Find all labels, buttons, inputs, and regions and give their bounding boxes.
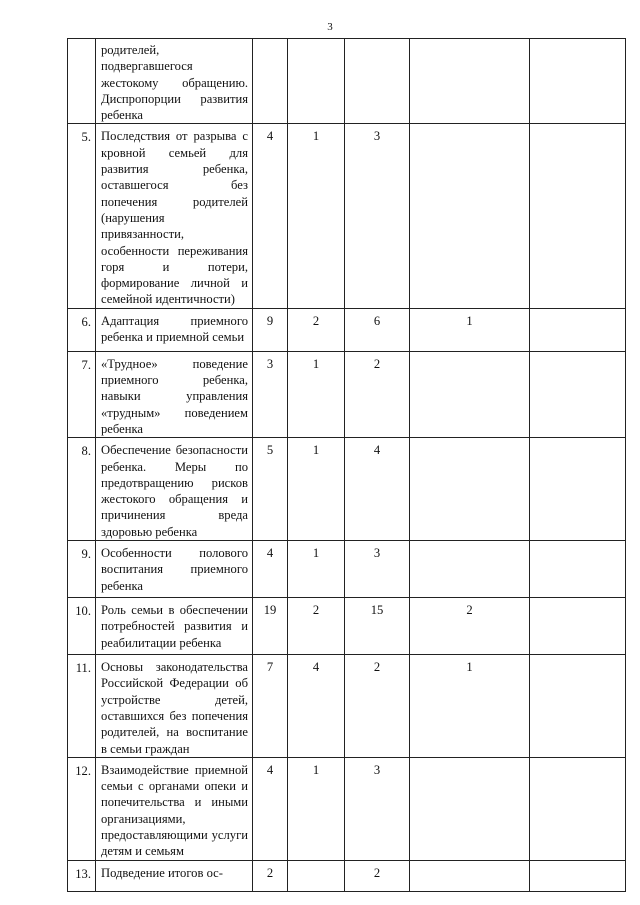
cell-lectures [288,860,345,891]
cell-lectures: 1 [288,757,345,860]
cell-topic: Подведение итогов ос- [96,860,253,891]
cell-practice [345,39,410,124]
cell-extra [530,860,626,891]
cell-extra [530,39,626,124]
cell-individual: 1 [410,655,530,758]
cell-total: 19 [253,598,288,655]
cell-num: 10. [68,598,96,655]
cell-topic: родителей, подвергавшегося жестокому обращению. Диспропорции развития ребенка [96,39,253,124]
cell-individual [410,438,530,541]
cell-practice: 6 [345,308,410,351]
cell-extra [530,598,626,655]
cell-num: 12. [68,757,96,860]
cell-topic: «Трудное» поведение приемного ребенка, навыки управления «трудным» поведением ребенка [96,351,253,437]
cell-num: 8. [68,438,96,541]
table-row [68,351,626,437]
table-row [68,308,626,351]
cell-extra [530,124,626,308]
cell-practice: 4 [345,438,410,541]
cell-total: 4 [253,124,288,308]
cell-total [253,39,288,124]
table-row [68,541,626,598]
cell-topic: Адаптация приемного ребенка и приемной семьи [96,308,253,351]
cell-num: 13. [68,860,96,891]
cell-extra [530,351,626,437]
table-row [68,757,626,860]
cell-total: 4 [253,757,288,860]
page-number: 3 [327,21,333,33]
cell-individual: 2 [410,598,530,655]
table-row [68,860,626,891]
cell-individual: 1 [410,308,530,351]
cell-lectures: 1 [288,351,345,437]
cell-num: 7. [68,351,96,437]
cell-lectures: 1 [288,541,345,598]
cell-total: 4 [253,541,288,598]
cell-lectures [288,39,345,124]
cell-topic: Особенности полового воспитания приемного ребенка [96,541,253,598]
cell-total: 3 [253,351,288,437]
table-row [68,598,626,655]
cell-practice: 3 [345,541,410,598]
cell-num: 6. [68,308,96,351]
cell-practice: 2 [345,351,410,437]
cell-practice: 2 [345,655,410,758]
cell-topic: Роль семьи в обеспечении потребностей развития и реабилитации ребенка [96,598,253,655]
cell-extra [530,438,626,541]
cell-extra [530,541,626,598]
cell-extra [530,308,626,351]
cell-extra [530,757,626,860]
cell-topic: Последствия от разрыва с кровной семьей для развития ребенка, оставшегося без попечения родителей (нарушения привязанности, особенности переживания горя и потери, формирование личной и семейной идентичности) [96,124,253,308]
cell-individual [410,757,530,860]
cell-topic: Основы законодательства Российской Федерации об устройстве детей, оставшихся без попечения родителей, на воспитание в семьи граждан [96,655,253,758]
cell-practice: 3 [345,757,410,860]
cell-topic: Взаимодействие приемной семьи с органами опеки и попечительства и иными организациями, предоставляющими услуги детям и семьям [96,757,253,860]
cell-extra [530,655,626,758]
cell-lectures: 4 [288,655,345,758]
cell-total: 9 [253,308,288,351]
table-row [68,438,626,541]
cell-practice: 3 [345,124,410,308]
cell-num: 11. [68,655,96,758]
table-row [68,124,626,308]
cell-individual [410,860,530,891]
cell-lectures: 2 [288,598,345,655]
cell-total: 7 [253,655,288,758]
course-plan-table [67,38,626,892]
table-row [68,655,626,758]
table-row [68,39,626,124]
cell-individual [410,39,530,124]
cell-total: 5 [253,438,288,541]
cell-lectures: 1 [288,124,345,308]
cell-individual [410,124,530,308]
cell-num: 5. [68,124,96,308]
cell-individual [410,541,530,598]
cell-lectures: 2 [288,308,345,351]
cell-lectures: 1 [288,438,345,541]
cell-practice: 2 [345,860,410,891]
cell-num: 9. [68,541,96,598]
cell-total: 2 [253,860,288,891]
cell-individual [410,351,530,437]
cell-topic: Обеспечение безопасности ребенка. Меры по предотвращению рисков жестокого обращения и причинения вреда здоровью ребенка [96,438,253,541]
cell-num [68,39,96,124]
cell-practice: 15 [345,598,410,655]
